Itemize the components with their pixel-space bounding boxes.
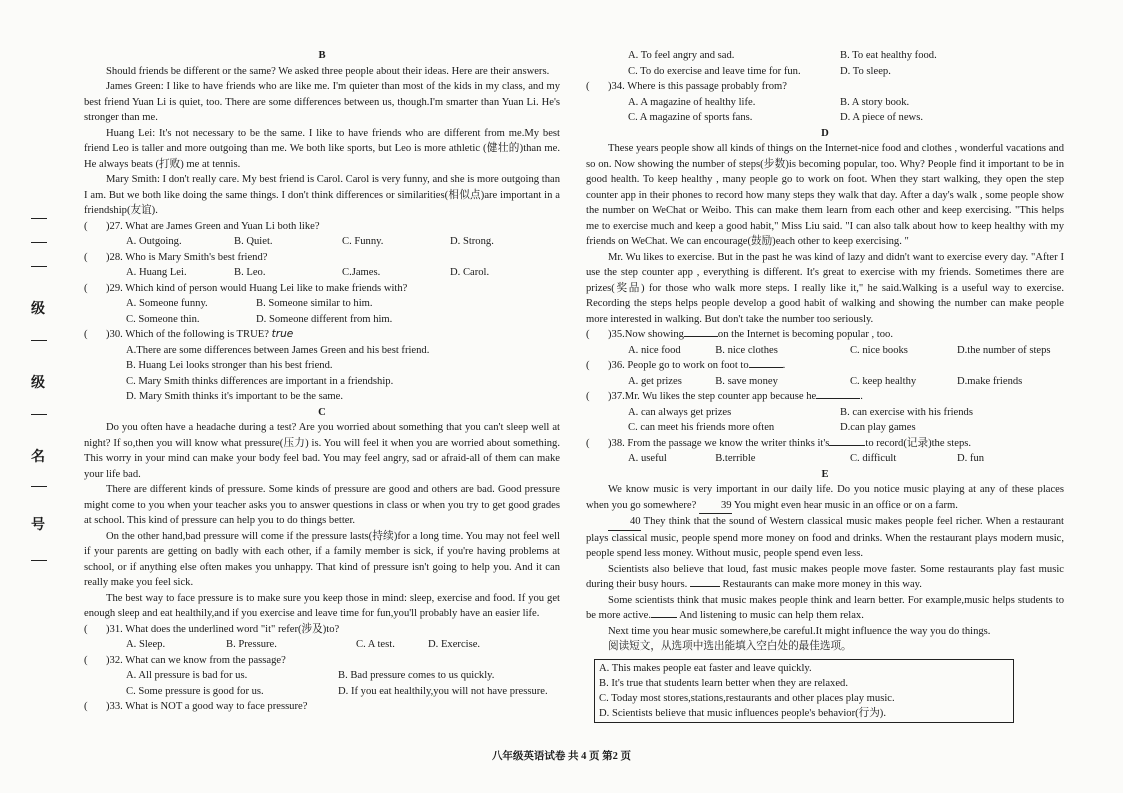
- question-28: ( )28. Who is Mary Smith's best friend?: [84, 251, 268, 263]
- left-column: [84, 48, 560, 715]
- option: B. Bad pressure comes to us quickly.: [338, 670, 495, 681]
- option: B. save money: [715, 375, 778, 387]
- option: D. A piece of news.: [840, 112, 923, 123]
- section-e-para: Some scientists think that music makes people think and learn better. For example,music helps students to be more active. And listening to music can help them relax.: [586, 594, 1064, 621]
- question-31: ( )31. What does the underlined word "it" refer(涉及)to?: [84, 623, 340, 635]
- handwritten-note: true: [271, 328, 294, 340]
- option: D.can play games: [840, 422, 916, 433]
- options-32: [84, 684, 560, 700]
- options-29: [84, 296, 560, 312]
- margin-dash: [31, 242, 47, 243]
- option: B. Pressure.: [226, 639, 277, 650]
- section-c-para: There are different kinds of pressure. Some kinds of pressure are good and others are bad. Good pressure might come to you when your teacher asks you to answer questions in class or when you try to get good grades at school. This kind of pressure can help you to do things better.: [84, 484, 560, 526]
- answer-blank: [690, 586, 720, 587]
- margin-dash: [31, 218, 47, 219]
- option: A. A magazine of healthy life.: [628, 96, 756, 108]
- options-36: [586, 374, 1064, 390]
- section-e-para: Scientists also believe that loud, fast music makes people move faster. Some restaurants play fast music during their busy hours. Restaurants can make more money in this way.: [586, 563, 1064, 590]
- option: B.terrible: [715, 453, 756, 464]
- option: B. To eat healthy food.: [840, 50, 937, 61]
- section-e-para: Next time you hear music somewhere,be careful.It might influence the way you do things.: [608, 625, 991, 637]
- options-29: [84, 312, 560, 328]
- answer-blank: [749, 367, 783, 368]
- option: A. Huang Lei.: [126, 267, 187, 278]
- question-29: ( )29. Which kind of person would Huang Lei like to make friends with?: [84, 282, 408, 294]
- option: D. Strong.: [450, 236, 494, 247]
- margin-dash: [31, 340, 47, 341]
- option: C. difficult: [849, 453, 897, 464]
- option: D. Carol.: [450, 267, 490, 278]
- option: A. Sleep.: [126, 639, 166, 650]
- binding-margin: [0, 0, 70, 793]
- section-b-para: Mary Smith: I don't really care. My best friend is Carol. Carol is very funny, and she is more outgoing than I am. But we both like doing the same things. I don't think differences or similarities(相似点)are important in a friendship(友谊).: [84, 174, 560, 216]
- margin-label-number: 号: [31, 518, 45, 533]
- section-b-title: B: [318, 50, 326, 61]
- options-30: [84, 343, 560, 405]
- options-37: [586, 405, 1064, 421]
- choices-box: [594, 659, 1014, 724]
- margin-dash: [31, 266, 47, 267]
- option: C. Mary Smith thinks differences are important in a friendship.: [126, 375, 394, 387]
- answer-blank: [684, 336, 718, 337]
- question-27: ( )27. What are James Green and Yuan Li both like?: [84, 220, 320, 232]
- option: C. A test.: [356, 639, 395, 650]
- margin-dash: [31, 414, 47, 415]
- question-30: ( )30. Which of the following is TRUE? true: [84, 328, 294, 340]
- section-c-para: On the other hand,bad pressure will come if the pressure lasts(持续)for a long time. You may not feel well if your parents are getting on badly with each other, if a family member is sick, if you're having problems at school, or if anything else often makes you unhappy. That kind of pressure isn't going to help you. And it can really make you feel sick.: [84, 530, 560, 588]
- option: A. nice food: [628, 344, 681, 356]
- section-b-para: Huang Lei: It's not necessary to be the same. I like to have friends who are different from me.My best friend Leo is taller and more outgoing than me. We both like sports, but Leo is more athletic (健壮的)than me. He always beats (打败) me at tennis.: [84, 127, 560, 170]
- option: C. A magazine of sports fans.: [628, 112, 753, 123]
- margin-label-name: 名: [31, 450, 45, 465]
- option: A.There are some differences between James Green and his best friend.: [126, 344, 430, 356]
- choice-item: C. Today most stores,stations,restaurants and other places play music.: [599, 692, 895, 704]
- option: B. can exercise with his friends: [840, 406, 973, 418]
- option: C. keep healthy: [849, 375, 917, 387]
- question-37: ( )37.Mr. Wu likes the step counter app because he .: [586, 391, 863, 402]
- option: D. To sleep.: [840, 65, 891, 77]
- option: D. If you eat healthily,you will not have pressure.: [338, 685, 548, 697]
- question-32: ( )32. What can we know from the passage?: [84, 654, 286, 666]
- options-38: [586, 451, 1064, 467]
- section-e-instruction: 阅读短文，从选项中选出能填入空白处的最佳选项。: [608, 641, 852, 652]
- section-b-para: James Green: I like to have friends who are like me. I'm quieter than most of the kids in my class, and my best friend Yuan Li is quiet, too. There are some differences between us, though.I'm smarter than Yuan Li. He's stronger than me.: [84, 81, 560, 123]
- options-34: [586, 95, 1064, 111]
- option: A. can always get prizes: [628, 406, 732, 418]
- option: B. Leo.: [234, 267, 266, 278]
- option: C. Funny.: [342, 236, 384, 247]
- answer-blank: [829, 445, 865, 446]
- page-footer: 八年级英语试卷 共 4 页 第2 页: [491, 751, 632, 762]
- margin-dash: [31, 486, 47, 487]
- options-34: [586, 110, 1064, 126]
- question-36: ( )36. People go to work on foot to .: [586, 360, 786, 371]
- option: A. To feel angry and sad.: [628, 50, 735, 61]
- choice-item: D. Scientists believe that music influences people's behavior(行为).: [599, 708, 886, 720]
- right-column: [586, 48, 1064, 723]
- option: D.the number of steps: [956, 344, 1051, 356]
- option: B. A story book.: [840, 96, 910, 108]
- options-27: [84, 234, 560, 250]
- option: D. Someone different from him.: [256, 313, 393, 325]
- section-e-title: E: [821, 468, 829, 480]
- section-d-para: Mr. Wu likes to exercise. But in the past he was kind of lazy and didn't want to exercise every day. "After I use the step counter app , everything is different. It's great to exercise with my friends. Sometimes there are prizes(奖品) for those who walk more steps. I really like it," he said.Walking is a useful way to exercise. Recording the steps helps people develop a good habit of walking and showing the number can make people more interested in walking. But don't take the number too seriously.: [586, 251, 1064, 325]
- option: B. nice clothes: [715, 344, 778, 356]
- section-c-para: Do you often have a headache during a test? Are you worried about something that you can't sleep well at night? If so,then you will know what pressure(压力) is. You will feel it when you are worried about something. This worry in your mind can make your body feel bad. You may feel angry, sad or afraid-all of them can make your life bad.: [84, 422, 560, 480]
- option: D. Mary Smith thinks it's important to be the same.: [126, 391, 344, 402]
- option: A. All pressure is bad for us.: [126, 670, 248, 681]
- margin-dash: [31, 560, 47, 561]
- option: B. Huang Lei looks stronger than his best friend.: [126, 360, 333, 371]
- answer-blank: [651, 617, 677, 618]
- options-37: [586, 420, 1064, 436]
- section-d-title: D: [821, 127, 829, 139]
- option: A. get prizes: [628, 375, 682, 387]
- option: C. To do exercise and leave time for fun.: [628, 65, 801, 77]
- question-35: ( )35.Now showing on the Internet is becoming popular , too.: [586, 329, 893, 340]
- answer-blank-39: 39: [699, 498, 732, 515]
- margin-label-class: 级: [31, 302, 45, 317]
- option: D. fun: [956, 453, 985, 464]
- question-34: ( )34. Where is this passage probably from?: [586, 81, 787, 92]
- option: A. Outgoing.: [126, 236, 182, 247]
- option: A. Someone funny.: [126, 298, 208, 309]
- options-28: [84, 265, 560, 281]
- option: D.make friends: [956, 375, 1023, 387]
- choice-item: A. This makes people eat faster and leave quickly.: [599, 662, 812, 674]
- option: C.James.: [342, 267, 381, 278]
- section-b-intro: Should friends be different or the same? We asked three people about their ideas. Here are their answers.: [106, 65, 550, 77]
- section-e-para: We know music is very important in our daily life. Do you notice music playing at any of these places when you go somewhere? 39 You might even hear music in an office or on a farm.: [586, 482, 1064, 514]
- option: C. can meet his friends more often: [628, 422, 775, 433]
- section-c-para: The best way to face pressure is to make sure you keep those in mind: sleep, exercise and food. If you get enough sleep and eat healthily,and if you exercise and leave time for fun,you'll probably have an easier life.: [84, 592, 560, 619]
- options-33: [586, 64, 1064, 80]
- options-33: [586, 48, 1064, 64]
- option: A. useful: [628, 453, 667, 464]
- question-33: ( )33. What is NOT a good way to face pressure?: [84, 701, 308, 712]
- answer-blank-40: 40: [608, 514, 641, 531]
- option: D. Exercise.: [428, 639, 481, 650]
- option: C. Someone thin.: [126, 313, 200, 325]
- section-d-para: These years people show all kinds of things on the Internet-nice food and clothes , wonderful vacations and so on. Now showing the number of steps(步数)is becoming popular, too. Why? People find it important to be in good health. To keep healthy , many people go to work on foot. When they start walking, they open the step counter app in their phones to record how many steps they walk that day. After a day's walk , some people show the number on WeChat or Weibo. This can make them learn from each other and keep exercising. "This helps me to exercise much and keep a good habit," Miss Liu said. "I can also talk about how to keep healthy with my friends on WeChat. We can encourage(鼓励)each other to keep exercising. ": [586, 143, 1064, 247]
- option: C. nice books: [849, 344, 908, 356]
- option: B. Someone similar to him.: [256, 298, 373, 309]
- margin-label-grade: 级: [31, 376, 45, 391]
- option: B. Quiet.: [234, 236, 273, 247]
- question-38: ( )38. From the passage we know the writer thinks it's to record(记录)the steps.: [586, 437, 972, 449]
- option: C. Some pressure is good for us.: [126, 685, 264, 697]
- section-e-para: 40 They think that the sound of Western classical music makes people feel richer. When a restaurant plays classical music, people spend more money on food and drinks. When the restaurant plays modern music, people spend less money. Without music, people spend even less.: [586, 516, 1064, 559]
- options-32: [84, 668, 560, 684]
- choice-item: B. It's true that students learn better when they are relaxed.: [599, 677, 849, 689]
- options-35: [586, 343, 1064, 359]
- options-31: [84, 637, 560, 653]
- answer-blank: [816, 398, 860, 399]
- section-c-title: C: [318, 406, 326, 418]
